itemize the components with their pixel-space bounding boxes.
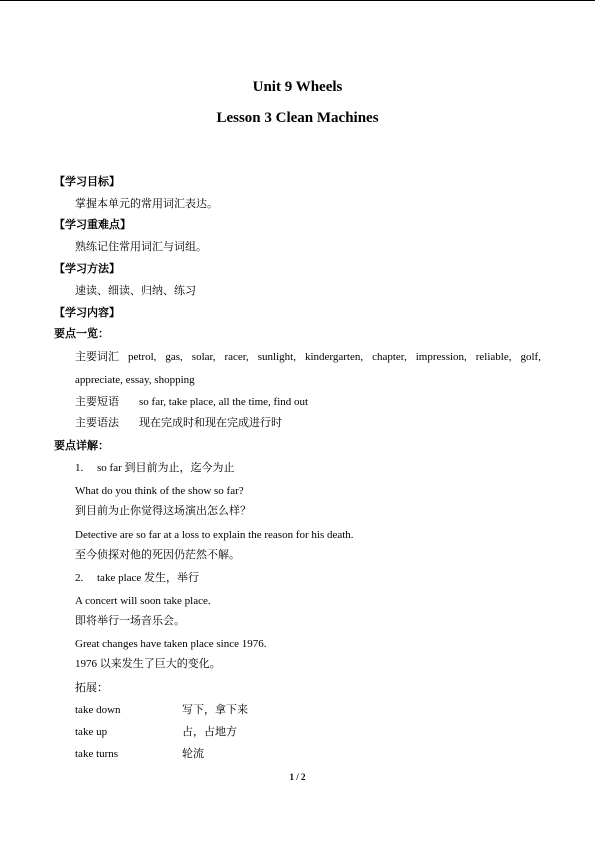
document-title: Unit 9 Wheels — [252, 79, 343, 95]
content-heading: 【学习内容】 — [54, 307, 120, 319]
grammar-line — [75, 416, 282, 430]
keypoints-text: 熟练记住常用词汇与词组。 — [75, 241, 207, 253]
item2-number: 2. — [75, 572, 84, 584]
vocab-word: petrol, — [127, 351, 157, 363]
grammar-label: 主要语法 — [75, 417, 119, 429]
objectives-heading: 【学习目标】 — [54, 176, 120, 188]
vocab-word: sunlight, — [257, 351, 296, 363]
item2-phrase: take place 发生，举行 — [97, 572, 200, 584]
extension-meaning: 占，占地方 — [182, 726, 237, 738]
grammar-text: 现在完成时和现在完成进行时 — [139, 417, 282, 429]
vocab-label: 主要词汇 — [75, 351, 119, 363]
vocab-line — [75, 350, 541, 364]
details-heading: 要点详解： — [54, 440, 109, 452]
vocab-word: solar, — [191, 351, 216, 363]
item2-example1-zh: 即将举行一场音乐会。 — [75, 615, 185, 627]
methods-heading: 【学习方法】 — [54, 263, 120, 275]
vocab-word: racer, — [224, 351, 249, 363]
extension-phrase: take up — [75, 726, 108, 738]
objectives-text: 掌握本单元的常用词汇表达。 — [75, 198, 218, 210]
item2-example2-en: Great changes have taken place since 1976. — [75, 638, 267, 650]
item1-example2-en: Detective are so far at a loss to explain the reason for his death. — [75, 529, 354, 541]
top-rule — [0, 0, 595, 1]
methods-text: 速读、细读、归纳、练习 — [75, 285, 196, 297]
extension-meaning: 写下，拿下来 — [182, 704, 248, 716]
vocab-word: chapter, — [372, 351, 407, 363]
item1-phrase: so far 到目前为止，迄今为止 — [97, 462, 235, 474]
item2-heading — [75, 571, 199, 585]
vocab-word: gas, — [165, 351, 183, 363]
vocab-word: impression, — [415, 351, 467, 363]
document-subtitle: Lesson 3 Clean Machines — [216, 110, 379, 126]
item2-example2-zh: 1976 以来发生了巨大的变化。 — [75, 658, 221, 670]
extension-row — [75, 747, 204, 761]
item1-number: 1. — [75, 462, 84, 474]
extension-row — [75, 725, 237, 739]
item2-example1-en: A concert will soon take place. — [75, 595, 211, 607]
item1-example1-en: What do you think of the show so far? — [75, 485, 244, 497]
overview-heading: 要点一览： — [54, 328, 109, 340]
vocab-word: reliable, — [475, 351, 512, 363]
extension-label: 拓展： — [75, 682, 108, 694]
phrases-text: so far, take place, all the time, find out — [139, 396, 309, 408]
vocab-continuation: appreciate, essay, shopping — [75, 374, 195, 386]
extension-row — [75, 703, 248, 717]
phrases-label: 主要短语 — [75, 396, 119, 408]
item1-example1-zh: 到目前为止你觉得这场演出怎么样？ — [75, 505, 251, 517]
vocab-word: kindergarten, — [304, 351, 364, 363]
extension-phrase: take turns — [75, 748, 119, 760]
phrases-line — [75, 395, 308, 409]
extension-meaning: 轮流 — [182, 748, 204, 760]
item1-example2-zh: 至今侦探对他的死因仍茫然不解。 — [75, 549, 240, 561]
item1-heading — [75, 461, 235, 475]
page-number: 1 / 2 — [289, 772, 306, 782]
keypoints-heading: 【学习重难点】 — [54, 219, 131, 231]
extension-phrase: take down — [75, 704, 121, 716]
vocab-word: golf, — [520, 351, 541, 363]
